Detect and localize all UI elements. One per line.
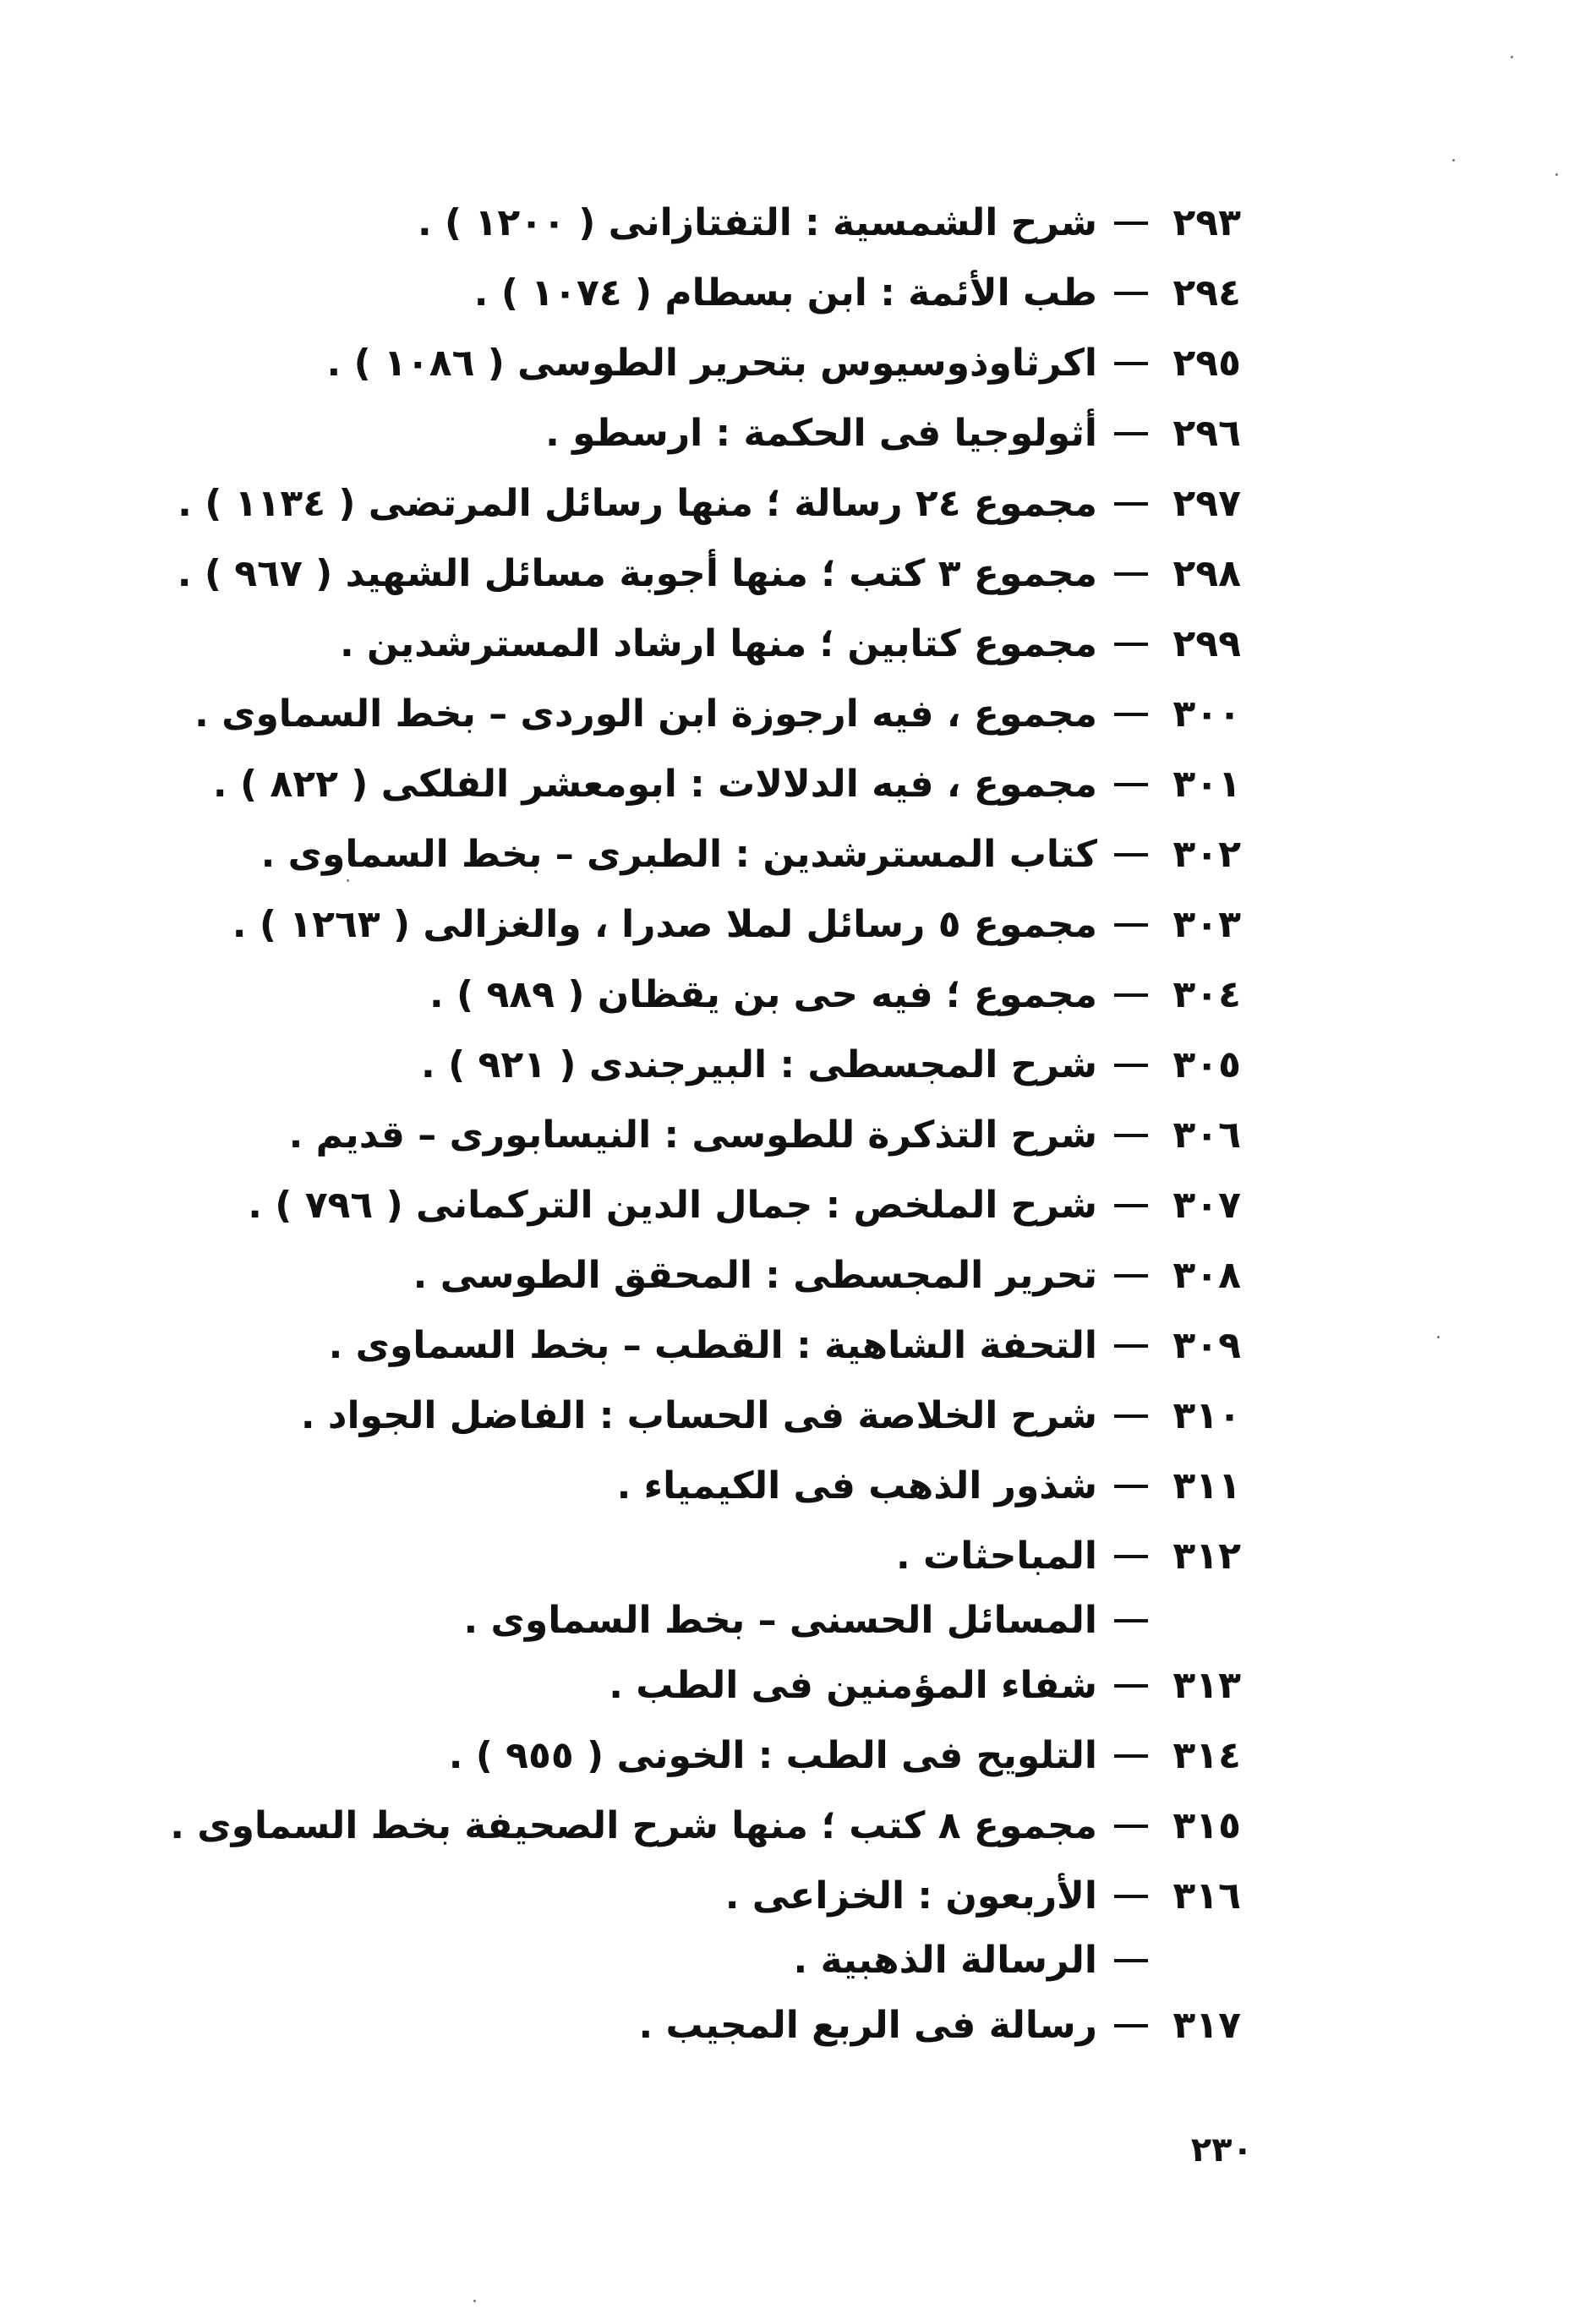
entry-title: مجموع ، فيه الدلالات : ابومعشر الفلكى ( ٨٢٢ ) .: [212, 763, 1097, 806]
scan-speck: [347, 879, 349, 882]
entry-title: شذور الذهب فى الكيمياء .: [616, 1464, 1097, 1507]
page-number: ٢٣٠: [1190, 2131, 1253, 2169]
manuscript-list: [142, 188, 1241, 2060]
entry-number: ٣١٧: [1172, 2004, 1241, 2047]
entry-number: ٣١٢: [1172, 1535, 1241, 1578]
dash-separator: [1114, 1959, 1148, 1962]
entry-title: المسائل الحسنى – بخط السماوى .: [463, 1599, 1097, 1642]
entry-title: اكرثاوذوسيوس بتحرير الطوسى ( ١٠٨٦ ) .: [326, 342, 1097, 385]
list-item: [142, 749, 1241, 819]
entry-title: مجموع ، فيه ارجوزة ابن الوردى – بخط السماوى .: [194, 692, 1097, 736]
entry-number: ٣١٦: [1172, 1874, 1241, 1918]
dash-separator: [1114, 2024, 1148, 2027]
list-item: [142, 1521, 1241, 1591]
entry-number: ٣٠٦: [1172, 1113, 1241, 1157]
entry-title: شفاء المؤمنين فى الطب .: [609, 1664, 1097, 1707]
dash-separator: [1114, 1414, 1148, 1418]
entry-number: ٣٠٠: [1172, 692, 1241, 736]
entry-title: شرح الخلاصة فى الحساب : الفاضل الجواد .: [300, 1394, 1097, 1437]
entry-title: رسالة فى الربع المجيب .: [638, 2004, 1097, 2047]
dash-separator: [1114, 783, 1148, 786]
dash-separator: [1114, 432, 1148, 435]
entry-number: ٣٠٢: [1172, 833, 1241, 876]
entry-title: التلويح فى الطب : الخونى ( ٩٥٥ ) .: [448, 1734, 1097, 1777]
list-subitem: [142, 1931, 1241, 1990]
dash-separator: [1114, 572, 1148, 576]
entry-title: طب الأئمة : ابن بسطام ( ١٠٧٤ ) .: [473, 271, 1097, 315]
entry-number: ٣٠١: [1172, 763, 1241, 806]
entry-number: ٢٩٩: [1172, 622, 1241, 665]
dash-separator: [1114, 1684, 1148, 1688]
list-item: [142, 1381, 1241, 1451]
dash-separator: [1114, 1064, 1148, 1067]
list-item: [142, 1030, 1241, 1100]
entry-title: المباحثات .: [895, 1535, 1097, 1578]
dash-separator: [1114, 362, 1148, 365]
scan-speck: [1437, 1336, 1440, 1338]
entry-title: شرح الشمسية : التفتازانى ( ١٢٠٠ ) .: [418, 201, 1097, 244]
entry-number: ٣٠٣: [1172, 903, 1241, 946]
entry-title: شرح التذكرة للطوسى : النيسابورى – قديم .: [288, 1113, 1097, 1157]
dash-separator: [1114, 713, 1148, 716]
dash-separator: [1114, 853, 1148, 856]
dash-separator: [1114, 1134, 1148, 1137]
entry-title: مجموع ٨ كتب ؛ منها شرح الصحيفة بخط السماوى .: [170, 1804, 1097, 1847]
entry-title: مجموع ٥ رسائل لملا صدرا ، والغزالى ( ١٢٦٣ ) .: [232, 903, 1097, 946]
dash-separator: [1114, 222, 1148, 225]
list-item: [142, 1451, 1241, 1521]
list-item: [142, 328, 1241, 398]
scan-speck: [1452, 159, 1455, 161]
list-item: [142, 1240, 1241, 1310]
entry-title: الرسالة الذهبية .: [793, 1939, 1097, 1982]
scan-speck: [1511, 56, 1513, 58]
entry-number: ٣١٣: [1172, 1664, 1241, 1707]
entry-number: ٣٠٥: [1172, 1043, 1241, 1086]
list-item: [142, 679, 1241, 749]
entry-number: ٢٩٨: [1172, 552, 1241, 595]
entry-number: ٢٩٧: [1172, 482, 1241, 525]
entry-title: مجموع ٣ كتب ؛ منها أجوبة مسائل الشهيد ( ٩٦٧ ) .: [177, 552, 1097, 595]
scan-speck: [1555, 173, 1558, 176]
list-item: [142, 889, 1241, 960]
dash-separator: [1114, 923, 1148, 927]
entry-number: ٣١٠: [1172, 1394, 1241, 1437]
entry-title: مجموع ؛ فيه حى بن يقظان ( ٩٨٩ ) .: [429, 973, 1097, 1016]
list-item: [142, 539, 1241, 609]
entry-number: ٢٩٥: [1172, 342, 1241, 385]
dash-separator: [1114, 1895, 1148, 1898]
entry-title: مجموع كتابين ؛ منها ارشاد المسترشدين .: [339, 622, 1097, 665]
dash-separator: [1114, 643, 1148, 646]
entry-number: ٢٩٣: [1172, 201, 1241, 244]
dash-separator: [1114, 502, 1148, 506]
entry-number: ٢٩٦: [1172, 412, 1241, 455]
list-item: [142, 1310, 1241, 1381]
entry-number: ٣٠٩: [1172, 1324, 1241, 1367]
dash-separator: [1114, 1485, 1148, 1488]
dash-separator: [1114, 1619, 1148, 1622]
dash-separator: [1114, 1344, 1148, 1348]
list-item: [142, 1791, 1241, 1861]
list-subitem: [142, 1591, 1241, 1650]
entry-number: ٣٠٧: [1172, 1184, 1241, 1227]
list-item: [142, 960, 1241, 1030]
list-item: [142, 1861, 1241, 1931]
list-item: [142, 819, 1241, 889]
entry-number: ٣١٤: [1172, 1734, 1241, 1777]
entry-title: تحرير المجسطى : المحقق الطوسى .: [413, 1254, 1097, 1297]
dash-separator: [1114, 1555, 1148, 1558]
entry-title: التحفة الشاهية : القطب – بخط السماوى .: [328, 1324, 1097, 1367]
list-item: [142, 258, 1241, 328]
entry-number: ٣٠٨: [1172, 1254, 1241, 1297]
list-item: [142, 1721, 1241, 1791]
dash-separator: [1114, 1825, 1148, 1828]
entry-title: كتاب المسترشدين : الطبرى – بخط السماوى .: [260, 833, 1097, 876]
dash-separator: [1114, 1204, 1148, 1207]
entry-number: ٣٠٤: [1172, 973, 1241, 1016]
list-item: [142, 188, 1241, 258]
dash-separator: [1114, 292, 1148, 295]
entry-number: ٣١١: [1172, 1464, 1241, 1507]
entry-number: ٣١٥: [1172, 1804, 1241, 1847]
entry-number: ٢٩٤: [1172, 271, 1241, 315]
list-item: [142, 1990, 1241, 2060]
dash-separator: [1114, 1754, 1148, 1758]
list-item: [142, 1650, 1241, 1721]
entry-title: شرح المجسطى : البيرجندى ( ٩٢١ ) .: [421, 1043, 1097, 1086]
entry-title: الأربعون : الخزاعى .: [724, 1874, 1097, 1918]
entry-title: شرح الملخص : جمال الدين التركمانى ( ٧٩٦ ) .: [248, 1184, 1097, 1227]
list-item: [142, 1170, 1241, 1240]
list-item: [142, 398, 1241, 468]
scan-speck: [473, 2300, 476, 2302]
list-item: [142, 609, 1241, 679]
dash-separator: [1114, 993, 1148, 997]
list-item: [142, 1100, 1241, 1170]
entry-title: أثولوجيا فى الحكمة : ارسطو .: [545, 412, 1097, 455]
list-item: [142, 468, 1241, 539]
dash-separator: [1114, 1274, 1148, 1278]
entry-title: مجموع ٢٤ رسالة ؛ منها رسائل المرتضى ( ١١٣٤ ) .: [178, 482, 1097, 525]
